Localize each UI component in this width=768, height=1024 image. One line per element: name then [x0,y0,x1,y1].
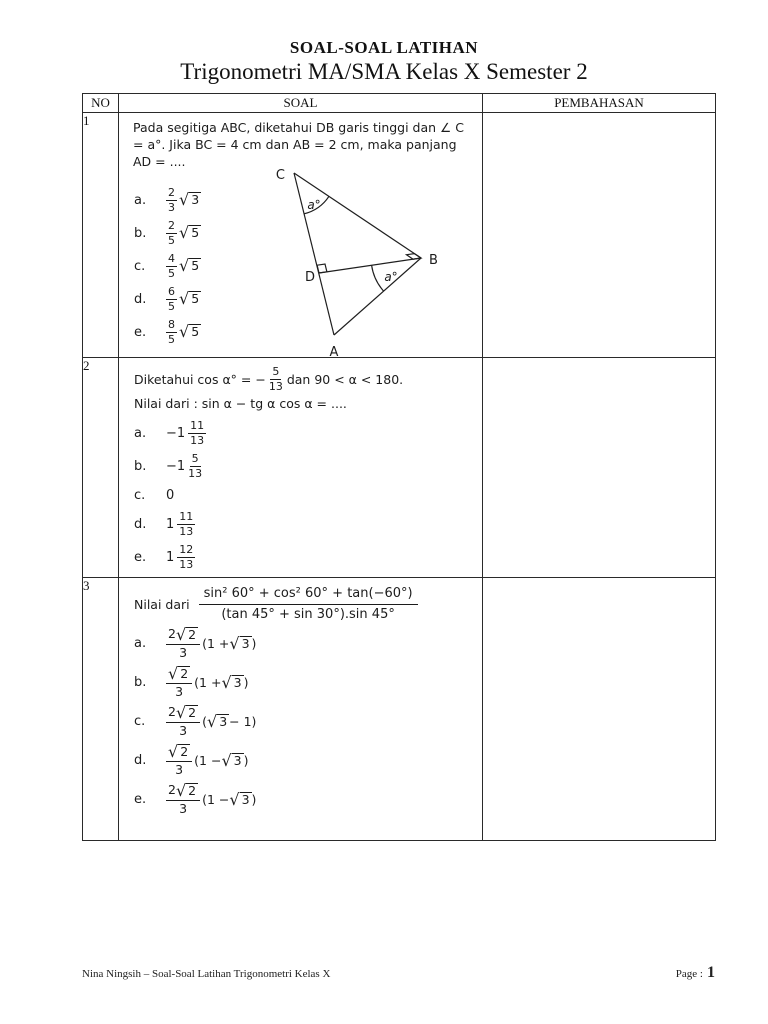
option-label: b. [134,225,147,241]
angle-label-B: a° [384,270,398,284]
whole-number: 1 [166,516,175,532]
option-label: c. [134,714,146,730]
option-label: e. [134,792,147,808]
option-d [119,286,482,312]
option-label: a. [134,192,147,208]
vertex-label-C: C [275,168,285,183]
page-subtitle: Trigonometri MA/SMA Kelas X Semester 2 [180,59,588,84]
fraction: √ $\frac{2}{3}$ [166,666,192,699]
fraction: $\frac{5}{13}$ [188,452,203,480]
sqrt-icon: √ 5 [179,225,201,241]
fraction: $\frac{6}{5}$ [168,284,175,313]
option-label: b. [134,675,147,691]
option-b [119,668,482,698]
footer-page [676,964,715,982]
sqrt-icon: √ 2 [168,666,190,682]
expression: (1 + √ 3 ) [194,675,248,691]
sqrt-icon: √ 3 [221,675,243,691]
expression: ( √ 3 − 1) [202,714,256,730]
option-e [119,544,482,570]
option-c [119,253,482,279]
vertex-label-D: D [304,270,315,285]
option-label: d. [134,753,147,769]
table-header-row [83,94,716,113]
sqrt-icon: √ 2 [176,627,198,643]
expression: (1 − √ 3 ) [202,792,256,808]
fraction: 2 √ 2 3 [166,627,200,660]
vertex-label-A: A [329,345,339,358]
option-label: a. [134,636,147,652]
sqrt-icon: √ 3 [221,753,243,769]
fraction: $\frac{11}{13}$ [190,419,205,447]
fraction: √ $\frac{2}{3}$ [166,744,192,777]
question-text: Nilai dari [134,597,190,613]
option-b [119,220,482,246]
fraction: $\frac{2}{3}$ [168,185,175,214]
document-heading [0,38,768,85]
fraction: $\frac{4}{5}$ [168,251,175,280]
sqrt-icon: √ 3 [229,792,251,808]
option-label: a. [134,425,147,441]
page-title: SOAL-SOAL LATIHAN [289,38,479,57]
option-a [119,187,482,213]
option-e [119,782,482,817]
given-text: Diketahui cos α° = − [134,371,266,387]
sqrt-icon: √ 2 [176,783,198,799]
fraction: 2 √ 2 3 [166,783,200,816]
fraction: 2 √ 2 3 [166,705,200,738]
problem-1-options [119,187,482,345]
header-pembahasan: PEMBAHASAN [483,94,716,113]
problem-1-pembahasan-cell [483,113,716,358]
whole-number: 1 [166,549,175,565]
footer-author: Nina Ningsih – Soal-Soal Latihan Trigonometri Kelas X [82,968,331,980]
option-c [119,486,482,504]
page-footer [82,964,715,982]
option-a [119,420,482,446]
worksheet-table [82,93,716,841]
page-label: Page : [675,968,703,980]
problem-2-options [119,420,482,570]
vertex-label-B: B [429,253,438,268]
option-c [119,704,482,739]
problem-3-number: 3 [83,578,119,841]
fraction: $\frac{5}{13}$ [268,365,283,393]
fraction: $\frac{2}{5}$ [168,218,175,247]
problem-2-given [134,366,482,392]
problem-1-soal-cell [119,113,483,358]
problem-2-question: Nilai dari : sin α − tg α cos α = .... [134,396,347,412]
sqrt-icon: √ 3 [179,192,201,208]
problem-2-pembahasan-cell [483,358,716,578]
problem-2-number: 2 [83,358,119,578]
expression: (1 + √ 3 ) [202,636,256,652]
sqrt-icon: √ 5 [179,258,201,274]
whole-number: −1 [166,425,186,441]
option-b [119,453,482,479]
sqrt-icon: √ 5 [179,324,201,340]
problem-1-statement: Pada segitiga ABC, diketahui DB garis tinggi dan ∠ C = a°. Jika BC = 4 cm dan AB = 2 cm, maka panjang AD = .... [133,120,464,169]
angle-label-C: a° [307,198,321,212]
whole-number: 0 [166,487,175,503]
problem-2-soal-cell [119,358,483,578]
problem-3-question [134,586,482,622]
problem-row-3 [83,578,716,841]
option-d [119,746,482,776]
option-label: d. [134,516,147,532]
big-fraction: $\frac{\text{sin² 60° + cos² 60° + tan(−60°)}}{(\tan 45^\circ + \sin 30^\circ).\sin 45^\circ}$ [199,586,418,622]
option-label: e. [134,324,147,340]
expression: (1 − √ 3 ) [194,753,248,769]
problem-1-number: 1 [83,113,119,358]
sqrt-icon: √ 3 [229,636,251,652]
header-soal: SOAL [119,94,483,113]
sqrt-icon: √ 2 [168,744,190,760]
option-e [119,319,482,345]
option-label: c. [134,258,146,274]
problem-row-2 [83,358,716,578]
sqrt-icon: √ 3 [207,714,229,730]
option-label: c. [134,487,146,503]
problem-row-1 [83,113,716,358]
problem-3-pembahasan-cell [483,578,716,841]
whole-number: −1 [166,458,186,474]
sqrt-icon: √ 2 [176,705,198,721]
problem-3-options [119,626,482,817]
option-label: d. [134,291,147,307]
given-range: dan 90 < α < 180. [286,371,404,387]
option-label: b. [134,458,147,474]
sqrt-icon: √ 5 [179,291,201,307]
option-label: e. [134,549,147,565]
page-number: 1 [707,964,715,981]
fraction: $\frac{11}{13}$ [179,510,194,538]
problem-3-soal-cell [119,578,483,841]
option-a [119,626,482,661]
header-no: NO [83,94,119,113]
fraction: $\frac{8}{5}$ [168,317,175,346]
fraction: $\frac{12}{13}$ [179,543,194,571]
option-d [119,511,482,537]
